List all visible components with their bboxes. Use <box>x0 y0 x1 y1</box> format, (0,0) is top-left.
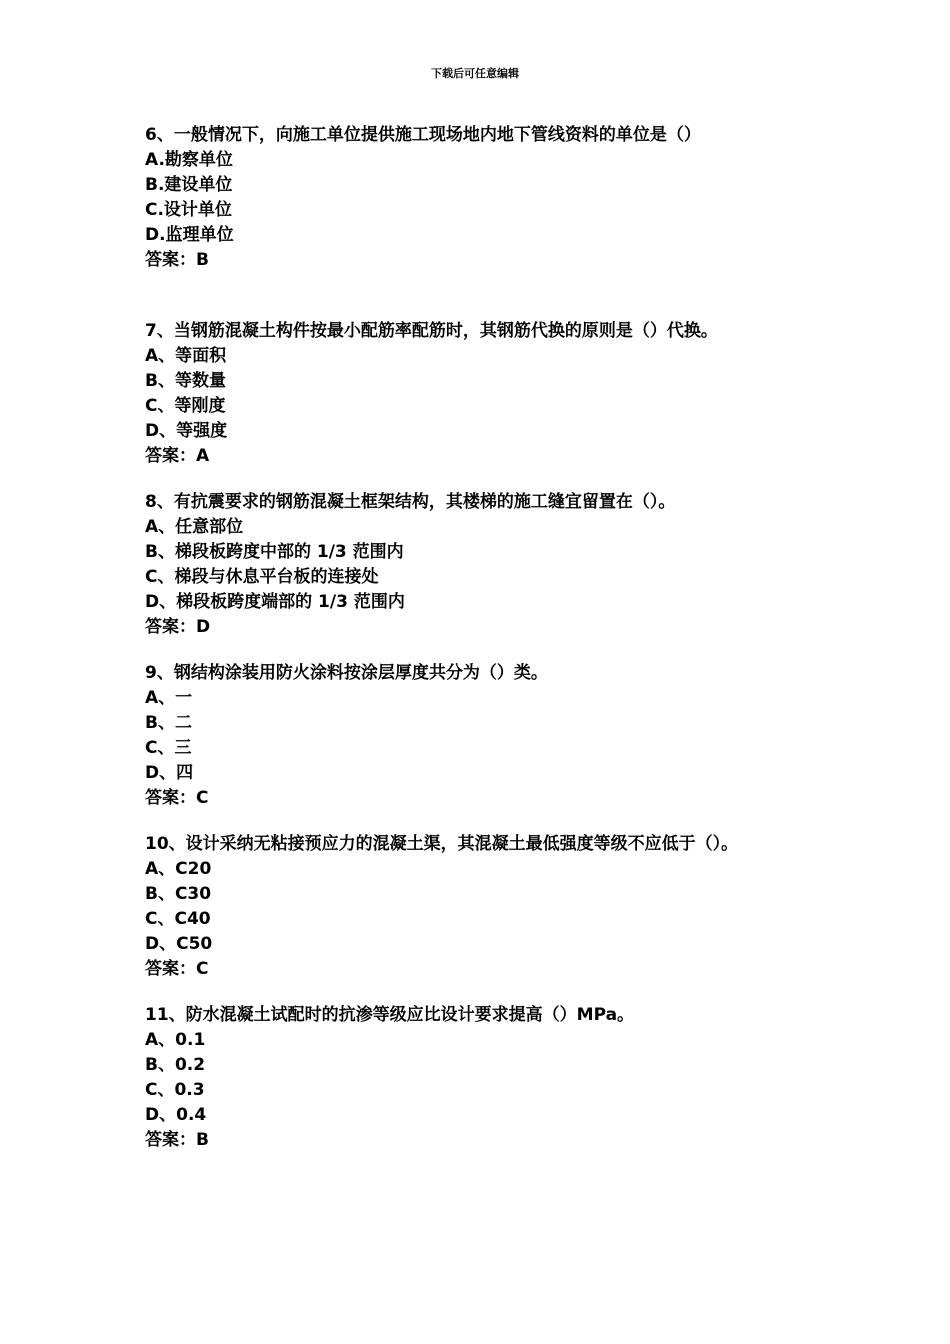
option-c: C、梯段与休息平台板的连接处 <box>145 567 379 587</box>
option-d: D.监理单位 <box>145 225 234 245</box>
option-d: D、等强度 <box>145 421 228 441</box>
question-block-10 <box>145 832 925 982</box>
option-b: B、梯段板跨度中部的 1/3 范围内 <box>145 542 404 562</box>
option-a: A.勘察单位 <box>145 150 233 170</box>
option-b: B、等数量 <box>145 371 226 391</box>
question-stem: 8、有抗震要求的钢筋混凝土框架结构，其楼梯的施工缝宜留置在（）。 <box>145 492 676 512</box>
answer-line: 答案：D <box>145 617 211 637</box>
answer-line: 答案：B <box>145 1130 209 1150</box>
option-c: C、C40 <box>145 909 211 929</box>
question-stem: 11、防水混凝土试配时的抗渗等级应比设计要求提高（）MPa。 <box>145 1005 635 1025</box>
option-c: C.设计单位 <box>145 200 232 220</box>
answer-line: 答案：A <box>145 446 210 466</box>
option-c: C、等刚度 <box>145 396 226 416</box>
answer-line: 答案：C <box>145 959 209 979</box>
option-d: D、梯段板跨度端部的 1/3 范围内 <box>145 592 405 612</box>
option-d: D、四 <box>145 763 194 783</box>
option-c: C、三 <box>145 738 192 758</box>
option-d: D、C50 <box>145 934 213 954</box>
answer-line: 答案：C <box>145 788 209 808</box>
question-stem: 7、当钢筋混凝土构件按最小配筋率配筋时，其钢筋代换的原则是（）代换。 <box>145 321 718 341</box>
option-a: A、C20 <box>145 859 212 879</box>
option-a: A、等面积 <box>145 346 227 366</box>
option-b: B、C30 <box>145 884 212 904</box>
option-c: C、0.3 <box>145 1080 205 1100</box>
option-a: A、0.1 <box>145 1030 206 1050</box>
question-block-9 <box>145 661 925 811</box>
question-block-8 <box>145 490 925 640</box>
question-stem: 6、一般情况下，向施工单位提供施工现场地内地下管线资料的单位是（） <box>145 125 701 145</box>
question-stem: 9、钢结构涂装用防火涂料按涂层厚度共分为（）类。 <box>145 663 548 683</box>
option-b: B.建设单位 <box>145 175 233 195</box>
question-block-7 <box>145 319 925 469</box>
question-block-6 <box>145 123 925 273</box>
option-d: D、0.4 <box>145 1105 207 1125</box>
option-b: B、二 <box>145 713 192 733</box>
header-note: 下载后可任意编辑 <box>431 67 519 80</box>
answer-line: 答案：B <box>145 250 209 270</box>
option-a: A、一 <box>145 688 193 708</box>
option-b: B、0.2 <box>145 1055 206 1075</box>
option-a: A、任意部位 <box>145 517 244 537</box>
question-block-11 <box>145 1003 925 1153</box>
question-stem: 10、设计采纳无粘接预应力的混凝土渠，其混凝土最低强度等级不应低于（）。 <box>145 834 739 854</box>
